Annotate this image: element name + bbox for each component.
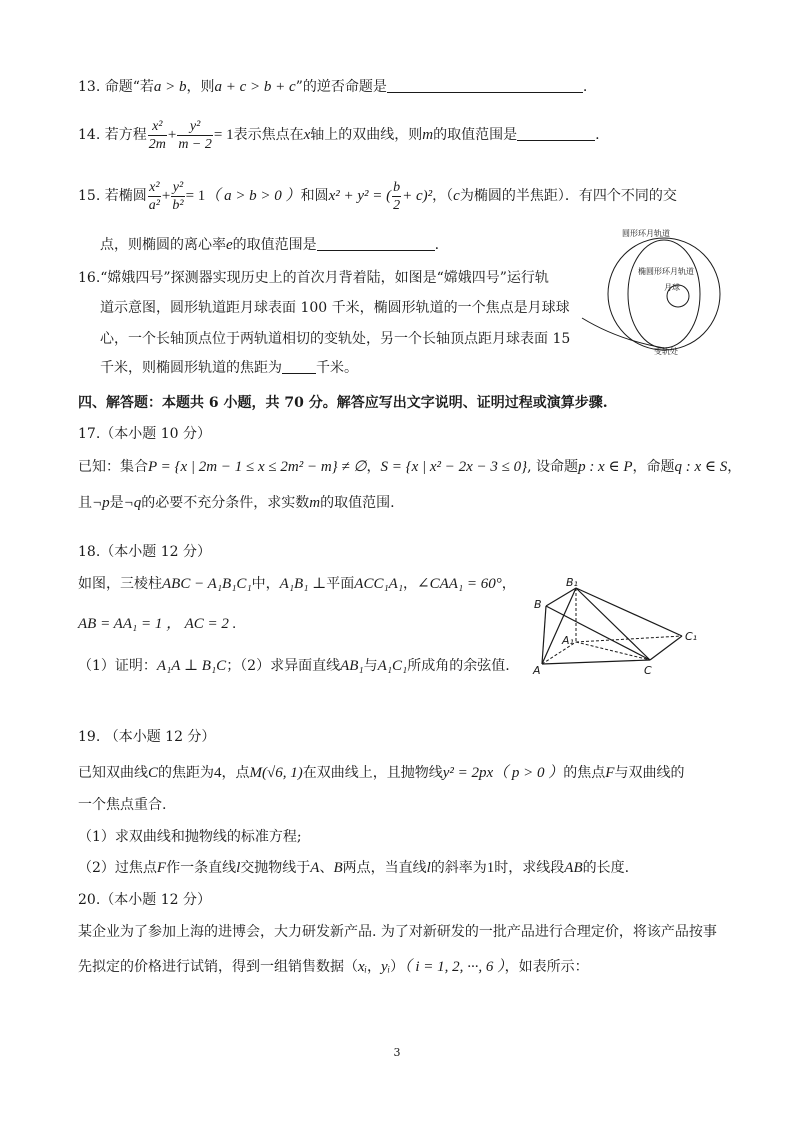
q19-text: 的长度.: [582, 860, 630, 876]
q19-heading: 19. （本小题 12 分）: [78, 729, 216, 745]
q17-text: , 设命题: [527, 459, 579, 475]
q18-math: ACC₁A₁: [354, 576, 404, 592]
plus-sign: +: [161, 188, 171, 204]
q19-text: （2）过焦点: [78, 860, 157, 876]
var-c: c: [453, 188, 460, 204]
edge-C-C1: [650, 636, 682, 660]
q16-text: 道示意图，圆形轨道距月球表面 100 千米，椭圆形轨道的一个焦点是月球球: [100, 300, 570, 316]
prop-p: p : x ∈ P: [578, 459, 633, 475]
var-F: F: [156, 860, 167, 876]
denominator: 2m: [148, 136, 166, 152]
q16-line2: [100, 298, 570, 318]
prism-name: ABC − A₁B₁C₁: [162, 576, 252, 592]
q18-text: 所成角的余弦值.: [407, 658, 510, 674]
q20-line2: [78, 957, 589, 977]
edge-B1-C1: [576, 588, 682, 636]
q13-math: a + c > b + c: [214, 79, 296, 95]
point-M: M(√6, 1): [249, 765, 303, 781]
q19-line2: 一个焦点重合.: [78, 797, 167, 813]
q14-period: .: [595, 127, 600, 143]
q14-answer-blank[interactable]: [517, 125, 595, 141]
q17-line1: [78, 457, 741, 477]
q13-math: a > b: [153, 79, 187, 95]
q20-text: ）: [390, 959, 405, 975]
parabola-eq: y² = 2px: [442, 765, 494, 781]
var-m: m: [422, 127, 434, 143]
var-m: m: [309, 495, 321, 511]
q14-number: 14.: [78, 127, 101, 143]
q17-text: 是: [109, 495, 124, 511]
var-F: F: [605, 765, 615, 781]
q20-text: 先拟定的价格进行试销，得到一组销售数据（: [78, 959, 358, 975]
q18-math: A₁A ⊥ B₁C: [156, 658, 227, 674]
q15-fraction-y: [171, 179, 184, 214]
q13-answer-blank[interactable]: [387, 77, 583, 93]
q15-text: 若椭圆: [104, 188, 147, 204]
prop-q: q : x ∈ S: [674, 459, 728, 475]
numerator: x²: [152, 118, 163, 134]
q18-math: ∠CAA₁ = 60°: [417, 576, 502, 592]
var-x: x: [303, 127, 311, 143]
q15-line2: [100, 235, 439, 255]
set-P: P = {x | 2m − 1 ≤ x ≤ 2m² − m} ≠ ∅: [148, 459, 367, 475]
var-l: l: [426, 860, 431, 876]
q14-text: 表示焦点在: [233, 127, 304, 143]
focal-distance: 4: [214, 765, 222, 781]
q18-math: A₁C₁: [377, 658, 408, 674]
denominator: b²: [172, 197, 184, 213]
q13-text: ”的逆否命题是: [295, 79, 387, 95]
label-B1: B₁: [566, 576, 578, 589]
q15-period: .: [434, 237, 440, 253]
q17-heading: 17.（本小题 10 分）: [78, 426, 211, 442]
q19-text: 与双曲线的: [614, 765, 685, 781]
q15-line1: [78, 176, 677, 216]
q15-circle-eq: x² + y² = (: [328, 188, 392, 204]
q13-number: 13.: [78, 79, 101, 95]
q19-text: 的焦点: [563, 765, 606, 781]
q19-text: 的焦距为: [158, 765, 215, 781]
segment-AB: AB: [564, 860, 583, 876]
q13-period: .: [582, 79, 588, 95]
q14-fraction-y: [177, 118, 213, 153]
section-4-heading: 四、解答题：本题共 6 小题，共 70 分。解答应写出文字说明、证明过程或演算步骤.: [78, 395, 608, 411]
q17-text: ，命题: [632, 459, 675, 475]
q18-math: A₁B₁ ⊥: [279, 576, 327, 592]
q20-heading: 20.（本小题 12 分）: [78, 892, 211, 908]
q19-text: 已知双曲线: [78, 765, 148, 781]
q18-text: 与: [363, 658, 378, 674]
denominator: m − 2: [178, 136, 212, 152]
q14-text: 若方程: [104, 127, 147, 143]
q15-number: 15.: [78, 188, 101, 204]
q15-answer-blank[interactable]: [317, 235, 435, 251]
numerator: x²: [149, 179, 160, 195]
q13-text: ，则: [186, 79, 215, 95]
denominator: 2: [393, 197, 401, 213]
q15-text: 为椭圆的半焦距）．有四个不同的交: [459, 188, 677, 204]
set-S: S = {x | x² − 2x − 3 ≤ 0}: [380, 459, 528, 475]
numerator: y²: [189, 118, 201, 134]
label-A1: A₁: [562, 634, 574, 647]
orbit-diagram: [578, 222, 734, 358]
index-range: （ i = 1, 2, ···, 6 ）: [404, 959, 505, 975]
q16-line4: [100, 358, 358, 378]
q17-text: ，: [366, 459, 381, 475]
moon-label: 月球: [664, 283, 680, 292]
q18-text: ，: [403, 576, 418, 592]
q18-text: （1）证明：: [78, 658, 157, 674]
edge-A-C: [542, 660, 650, 664]
q15-condition: （ a > b > 0 ）: [205, 188, 301, 204]
q16-line1: [78, 268, 549, 288]
label-C: C: [644, 664, 652, 677]
q18-text: 如图，三棱柱: [78, 576, 162, 592]
not-p: ¬p: [92, 495, 110, 511]
q20-text: ，: [367, 959, 382, 975]
q19-text: ，点: [221, 765, 250, 781]
label-A: A: [533, 664, 541, 677]
q17-text: ，: [727, 459, 742, 475]
q19-text: 交抛物线于: [240, 860, 311, 876]
page-number: 3: [393, 1046, 401, 1059]
q14-fraction-x: [148, 118, 167, 153]
q16-text: 千米。: [316, 360, 358, 376]
q19-line4: [78, 858, 629, 878]
q17-text: 且: [78, 495, 92, 511]
q16-line3: [100, 329, 570, 349]
q19-text: 两点，当直线: [342, 860, 427, 876]
q15-circle-eq: + c)²: [402, 188, 433, 204]
transfer-path: [582, 318, 664, 348]
var-e: e: [226, 237, 233, 253]
q17-line2: [78, 493, 395, 513]
plus-sign: +: [167, 127, 177, 143]
q19-line3: （1）求双曲线和抛物线的标准方程;: [78, 829, 302, 845]
q17-text: 的必要不充分条件，求实数: [141, 495, 310, 511]
equals: = 1: [185, 188, 206, 204]
q18-line2: AB = AA₁ = 1 ， AC = 2 .: [78, 616, 237, 632]
q18-text: ，: [501, 576, 516, 592]
edge-A1-C-hidden: [576, 642, 650, 660]
edge-B1-C: [576, 588, 650, 660]
var-A: A: [310, 860, 320, 876]
ellipse-orbit-label: 椭圆形环月轨道: [638, 267, 694, 276]
numerator: b: [393, 179, 401, 195]
q20-text: ，如表所示：: [504, 959, 589, 975]
q18-text: ；（2）求异面直线: [226, 658, 341, 674]
q19-condition: （ p > 0 ）: [493, 765, 564, 781]
q15-fraction-b2: [392, 179, 401, 214]
q15-text: 和圆: [300, 188, 329, 204]
numerator: y²: [172, 179, 184, 195]
q19-text: 在双曲线上，且抛物线: [302, 765, 443, 781]
q15-text: 的取值范围是: [232, 237, 317, 253]
label-B: B: [534, 598, 542, 611]
q19-text: 时，求线段: [494, 860, 565, 876]
circle-orbit-label: 圆形环月轨道: [622, 229, 670, 238]
q16-text: “嫦娥四号”探测器实现历史上的首次月背着陆，如图是“嫦娥四号”运行轨: [100, 270, 549, 286]
q18-text: 中，: [251, 576, 280, 592]
transfer-label: 变轨处: [654, 347, 678, 356]
q15-text: 点，则椭圆的离心率: [100, 237, 226, 253]
q17-text: 的取值范围.: [320, 495, 395, 511]
equals: = 1: [213, 127, 234, 143]
q19-text: 作一条直线: [166, 860, 237, 876]
var-l: l: [236, 860, 241, 876]
var-C: C: [148, 765, 159, 781]
var-xi: xᵢ: [358, 959, 368, 975]
q13-line: [78, 77, 587, 97]
q16-text: 心，一个长轴顶点位于两轨道相切的变轨处，另一个长轴顶点距月球表面 15: [100, 331, 571, 347]
prism-diagram: [528, 574, 708, 678]
q17-text: 已知：集合: [78, 459, 148, 475]
q18-line1: [78, 574, 516, 594]
q14-text: 的取值范围是: [433, 127, 518, 143]
slope-value: 1: [486, 860, 495, 876]
q19-text: 、: [319, 860, 334, 876]
q16-number: 16.: [78, 270, 101, 286]
q15-fraction-x: [148, 179, 161, 214]
q15-text: ，（: [432, 188, 454, 204]
q18-text: 平面: [326, 576, 355, 592]
q19-text: 的斜率为: [430, 860, 487, 876]
q14-line: [78, 115, 600, 155]
q18-math: AB₁: [340, 658, 364, 674]
q18-line3: [78, 656, 510, 676]
var-B: B: [333, 860, 343, 876]
q19-line1: [78, 763, 684, 783]
denominator: a²: [148, 197, 160, 213]
q16-text: 千米，则椭圆形轨道的焦距为: [100, 360, 282, 376]
label-C1: C₁: [685, 630, 698, 643]
q13-text: 命题“若: [104, 79, 154, 95]
not-q: ¬q: [123, 495, 142, 511]
var-yi: yᵢ: [381, 959, 391, 975]
circular-orbit: [608, 238, 720, 350]
q16-answer-blank[interactable]: [282, 358, 316, 374]
q18-heading: 18.（本小题 12 分）: [78, 544, 211, 560]
q20-line1: 某企业为了参加上海的进博会，大力研发新产品. 为了对新研发的一批产品进行合理定价，将该产品按事: [78, 924, 717, 940]
q14-text: 轴上的双曲线，则: [310, 127, 423, 143]
